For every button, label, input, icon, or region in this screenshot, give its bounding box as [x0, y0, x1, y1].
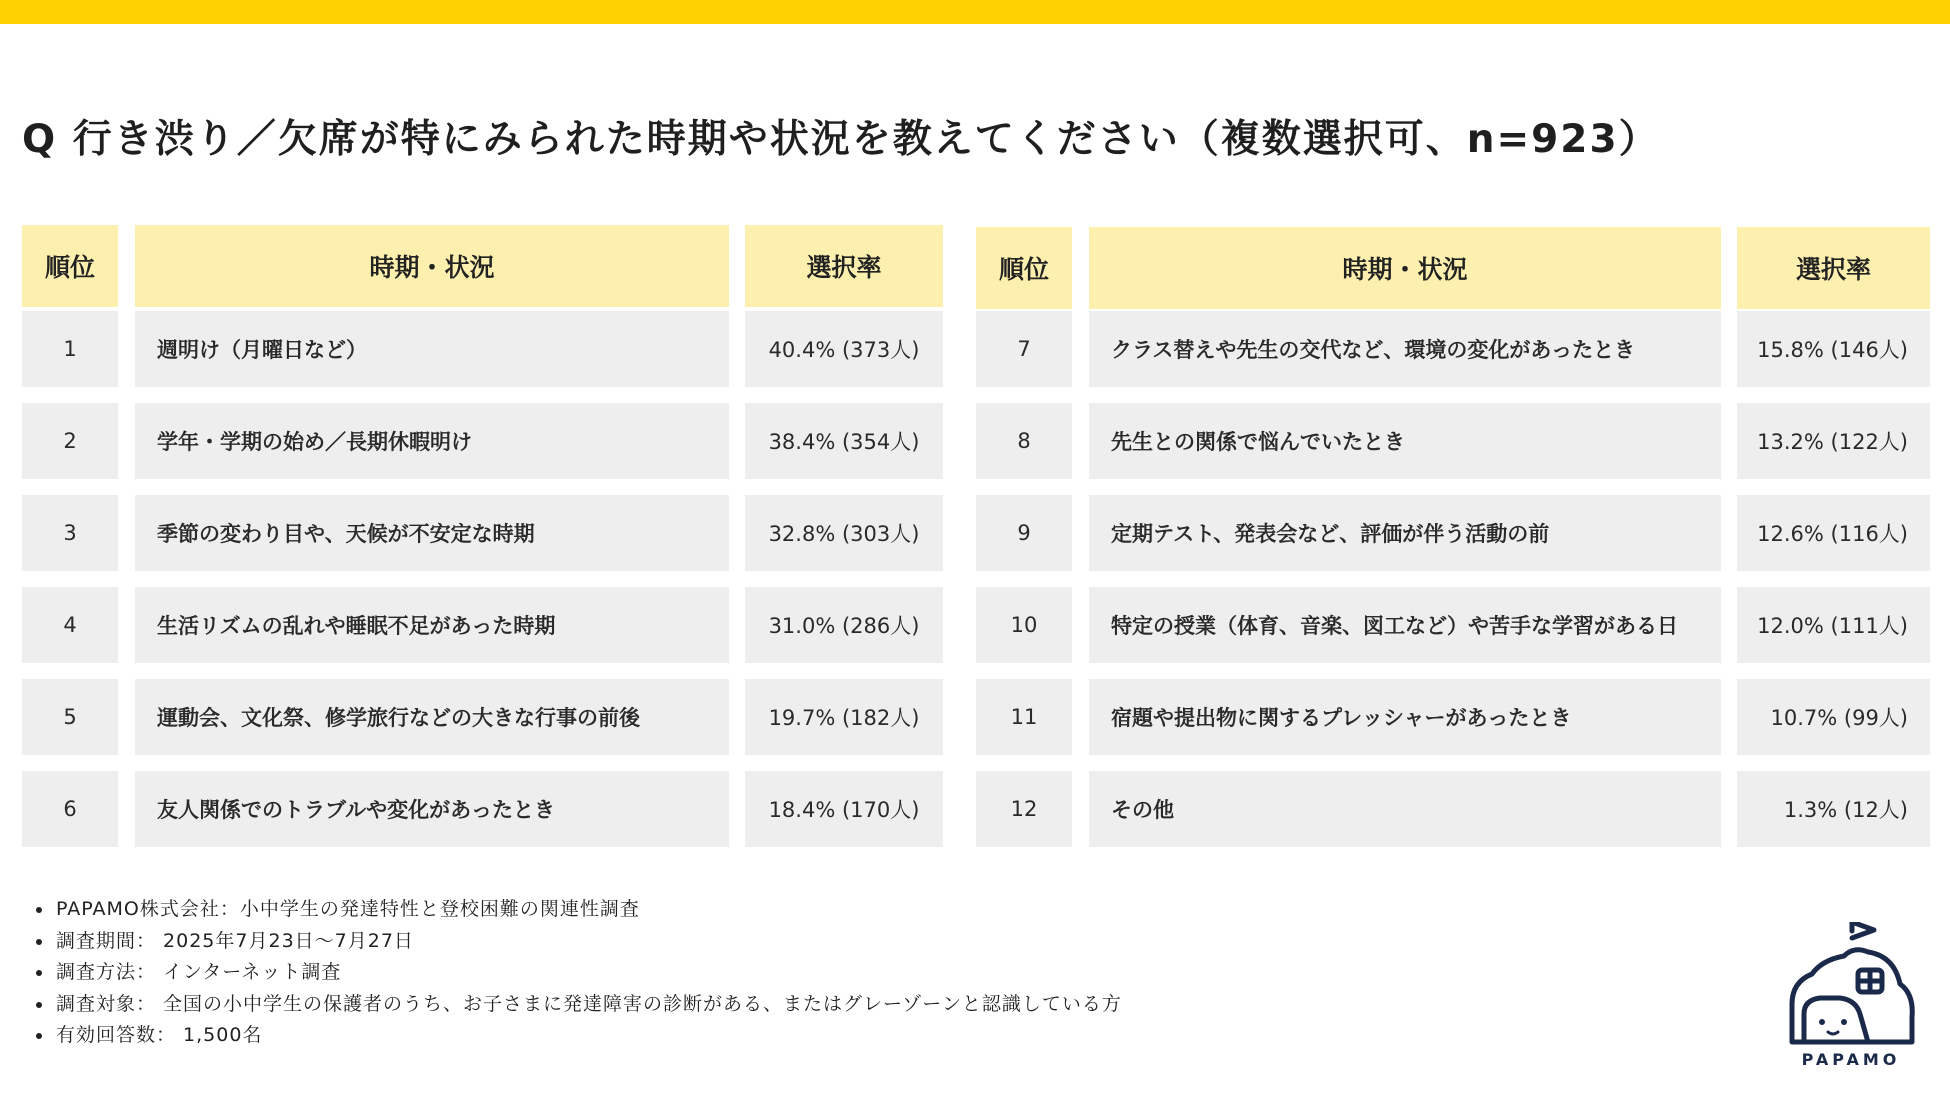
rank-cell: 8	[976, 403, 1072, 479]
top-accent-bar	[0, 0, 1950, 24]
rate-cell: 32.8% (303人)	[745, 495, 943, 571]
rate-cell: 18.4% (170人)	[745, 771, 943, 847]
rank-cell: 5	[22, 679, 118, 755]
situation-cell: 生活リズムの乱れや睡眠不足があった時期	[135, 587, 729, 663]
rank-cell: 3	[22, 495, 118, 571]
rate-cell: 40.4% (373人)	[745, 311, 943, 387]
rate-cell: 1.3% (12人)	[1737, 771, 1930, 847]
situation-cell: 運動会、文化祭、修学旅行などの大きな行事の前後	[135, 679, 729, 755]
rank-cell: 4	[22, 587, 118, 663]
rate-cell: 38.4% (354人)	[745, 403, 943, 479]
rank-cell: 6	[22, 771, 118, 847]
situation-cell: 宿題や提出物に関するプレッシャーがあったとき	[1089, 679, 1721, 755]
note-item: 調査方法： インターネット調査	[34, 957, 1122, 989]
rank-cell: 12	[976, 771, 1072, 847]
situation-cell: その他	[1089, 771, 1721, 847]
rank-cell: 2	[22, 403, 118, 479]
situation-cell: 定期テスト、発表会など、評価が伴う活動の前	[1089, 495, 1721, 571]
rank-cell: 7	[976, 311, 1072, 387]
rank-cell: 11	[976, 679, 1072, 755]
rate-cell: 13.2% (122人)	[1737, 403, 1930, 479]
situation-cell: 友人関係でのトラブルや変化があったとき	[135, 771, 729, 847]
note-item: PAPAMO株式会社：小中学生の発達特性と登校困難の関連性調査	[34, 894, 1122, 926]
note-item: 調査対象： 全国の小中学生の保護者のうち、お子さまに発達障害の診断がある、またはグレーゾーンと認識している方	[34, 989, 1122, 1021]
situation-cell: 先生との関係で悩んでいたとき	[1089, 403, 1721, 479]
note-item: 調査期間： 2025年7月23日～7月27日	[34, 926, 1122, 958]
header-rank-right: 順位	[976, 227, 1072, 309]
rank-cell: 1	[22, 311, 118, 387]
header-rate-left: 選択率	[745, 225, 943, 307]
rate-cell: 12.0% (111人)	[1737, 587, 1930, 663]
rate-cell: 10.7% (99人)	[1737, 679, 1930, 755]
logo-text: PAPAMO	[1801, 1050, 1901, 1069]
situation-cell: クラス替えや先生の交代など、環境の変化があったとき	[1089, 311, 1721, 387]
header-situation-right: 時期・状況	[1089, 227, 1721, 309]
survey-notes	[34, 894, 1122, 1052]
header-rate-right: 選択率	[1737, 227, 1930, 309]
header-rank-left: 順位	[22, 225, 118, 307]
rank-cell: 9	[976, 495, 1072, 571]
page-title: Q 行き渋り／欠席が特にみられた時期や状況を教えてください（複数選択可、n=923）	[22, 117, 1660, 162]
rate-cell: 15.8% (146人)	[1737, 311, 1930, 387]
situation-cell: 特定の授業（体育、音楽、図工など）や苦手な学習がある日	[1089, 587, 1721, 663]
rank-cell: 10	[976, 587, 1072, 663]
header-situation-left: 時期・状況	[135, 225, 729, 307]
situation-cell: 週明け（月曜日など）	[135, 311, 729, 387]
rate-cell: 12.6% (116人)	[1737, 495, 1930, 571]
rate-cell: 19.7% (182人)	[745, 679, 943, 755]
situation-cell: 学年・学期の始め／長期休暇明け	[135, 403, 729, 479]
note-item: 有効回答数： 1,500名	[34, 1020, 1122, 1052]
situation-cell: 季節の変わり目や、天候が不安定な時期	[135, 495, 729, 571]
rate-cell: 31.0% (286人)	[745, 587, 943, 663]
